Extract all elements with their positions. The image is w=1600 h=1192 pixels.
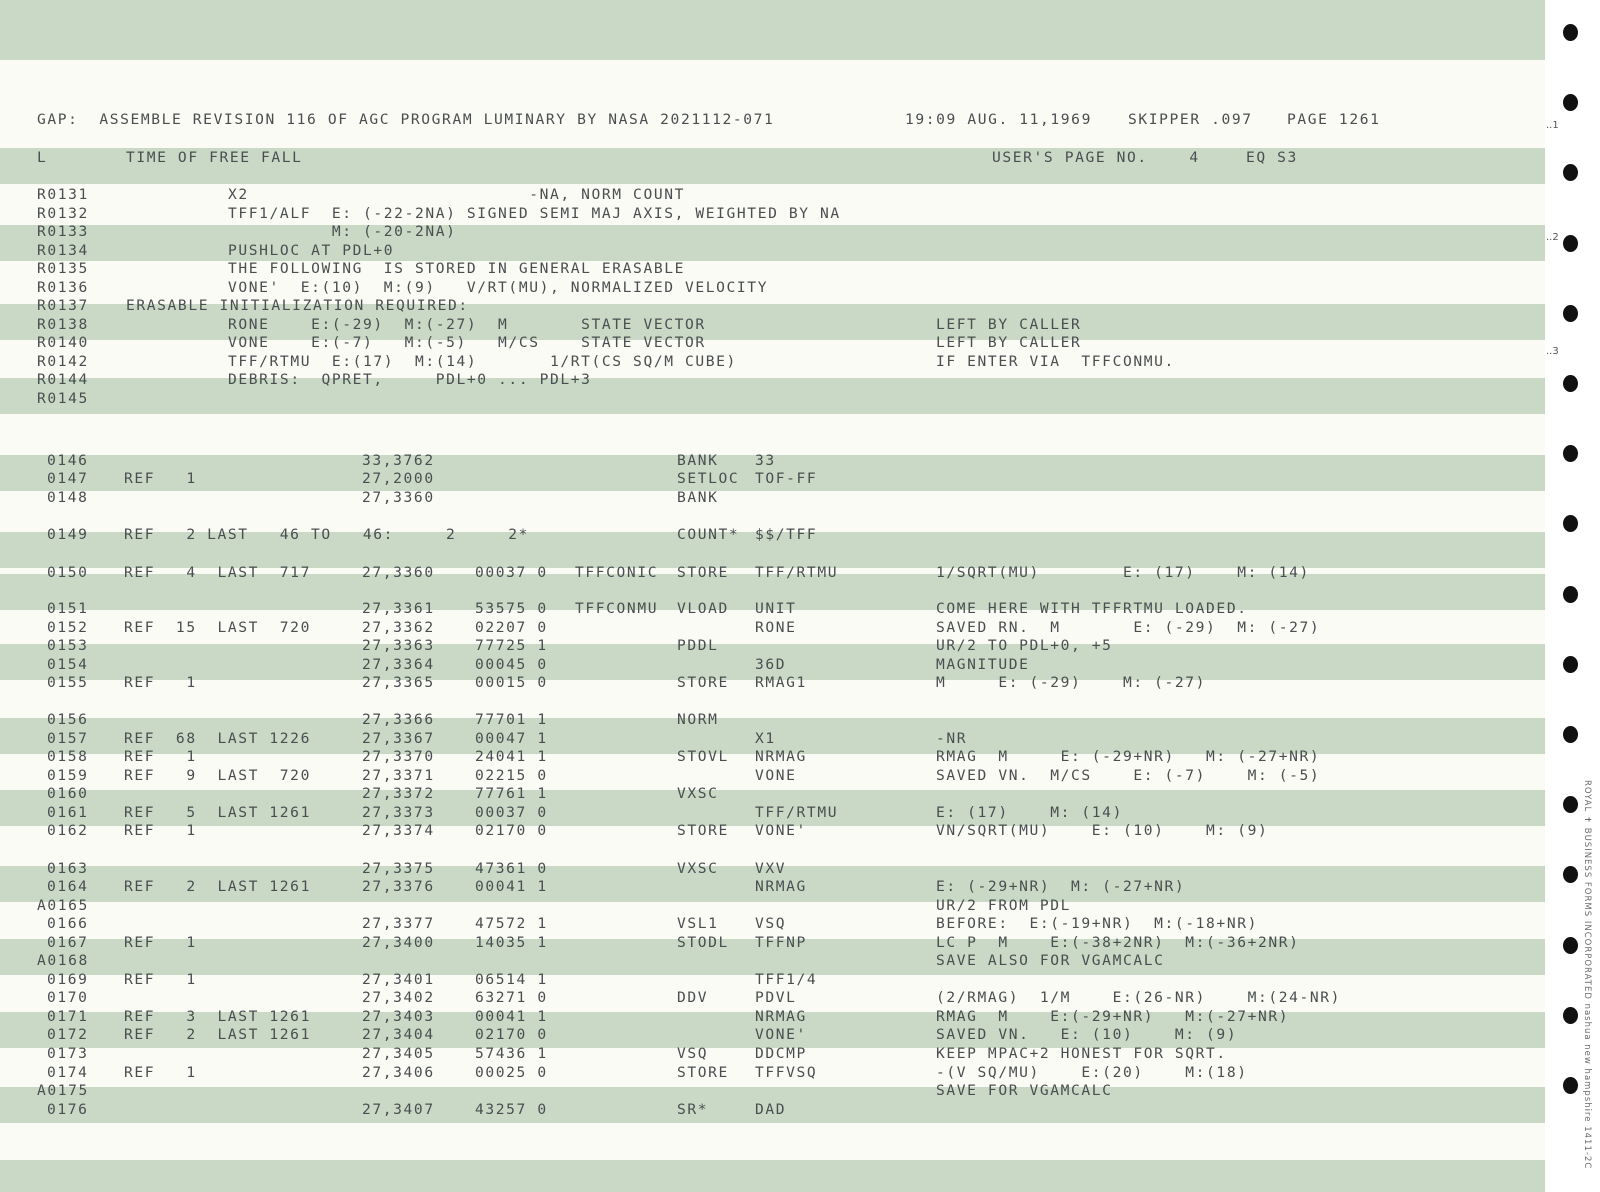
ref-info: REF 9 LAST 720 bbox=[124, 767, 311, 784]
address: 27,3372 bbox=[362, 785, 435, 802]
opcode: STORE bbox=[677, 1064, 729, 1081]
remark-text: TFF/RTMU E:(17) M:(14) 1/RT(CS SQ/M CUBE) bbox=[228, 353, 737, 370]
code-line-number: A0168 bbox=[37, 952, 89, 969]
octal-word: 00015 0 bbox=[475, 674, 548, 691]
octal-word: 47572 1 bbox=[475, 915, 548, 932]
code-label: TFFCONIC bbox=[575, 564, 659, 581]
margin-tick: ..3 bbox=[1546, 346, 1559, 357]
octal-word: 24041 1 bbox=[475, 748, 548, 765]
code-comment: RMAG M E:(-29+NR) M:(-27+NR) bbox=[936, 1008, 1290, 1025]
code-line-number: A0165 bbox=[37, 897, 89, 914]
address: 27,3377 bbox=[362, 915, 435, 932]
address: 27,3406 bbox=[362, 1064, 435, 1081]
octal-word: 77725 1 bbox=[475, 637, 548, 654]
operand: TFF/RTMU bbox=[755, 564, 839, 581]
ref-info: REF 15 LAST 720 bbox=[124, 619, 311, 636]
remark-line-number: R0135 bbox=[37, 260, 89, 277]
listing-title: GAP: ASSEMBLE REVISION 116 OF AGC PROGRAM LUMINARY BY NASA 2021112-071 bbox=[37, 111, 775, 128]
address: 27,3364 bbox=[362, 656, 435, 673]
operand: RMAG1 bbox=[755, 674, 807, 691]
code-line-number: 0155 bbox=[47, 674, 89, 691]
operand: TOF-FF bbox=[755, 470, 818, 487]
code-line-number: 0157 bbox=[47, 730, 89, 747]
code-comment: SAVED RN. M E: (-29) M: (-27) bbox=[936, 619, 1321, 636]
code-line-number: 0148 bbox=[47, 489, 89, 506]
octal-word: 47361 0 bbox=[475, 860, 548, 877]
opcode: STOVL bbox=[677, 748, 729, 765]
operand: TFFVSQ bbox=[755, 1064, 818, 1081]
tractor-hole-icon bbox=[1563, 937, 1578, 954]
operand: VONE bbox=[755, 767, 797, 784]
code-comment: SAVED VN. M/CS E: (-7) M: (-5) bbox=[936, 767, 1321, 784]
octal-word: 63271 0 bbox=[475, 989, 548, 1006]
code-line-number: 0167 bbox=[47, 934, 89, 951]
code-comment: RMAG M E: (-29+NR) M: (-27+NR) bbox=[936, 748, 1321, 765]
code-line-number: 0153 bbox=[47, 637, 89, 654]
tractor-hole-icon bbox=[1563, 656, 1578, 673]
octal-word: 00025 0 bbox=[475, 1064, 548, 1081]
eq-label: EQ S3 bbox=[1246, 149, 1298, 166]
tractor-hole-icon bbox=[1563, 24, 1578, 41]
operand: UNIT bbox=[755, 600, 797, 617]
operand: TFF1/4 bbox=[755, 971, 818, 988]
octal-word: 00041 1 bbox=[475, 1008, 548, 1025]
address: 27,3360 bbox=[362, 489, 435, 506]
greenbar-band bbox=[0, 1160, 1545, 1192]
listing-marker: L bbox=[37, 149, 48, 166]
code-comment: 1/SQRT(MU) E: (17) M: (14) bbox=[936, 564, 1310, 581]
ref-info: REF 1 bbox=[124, 748, 197, 765]
remark-line-number: R0137 bbox=[37, 297, 89, 314]
octal-word: 14035 1 bbox=[475, 934, 548, 951]
code-comment: M E: (-29) M: (-27) bbox=[936, 674, 1207, 691]
tractor-hole-icon bbox=[1563, 305, 1578, 322]
tractor-hole-icon bbox=[1563, 235, 1578, 252]
opcode: NORM bbox=[677, 711, 719, 728]
octal-word: 00045 0 bbox=[475, 656, 548, 673]
address: 27,3370 bbox=[362, 748, 435, 765]
code-line-number: 0172 bbox=[47, 1026, 89, 1043]
opcode: STORE bbox=[677, 564, 729, 581]
code-line-number: 0154 bbox=[47, 656, 89, 673]
operand: NRMAG bbox=[755, 748, 807, 765]
remark-line-number: R0136 bbox=[37, 279, 89, 296]
octal-word: 06514 1 bbox=[475, 971, 548, 988]
address: 27,3375 bbox=[362, 860, 435, 877]
address: 27,2000 bbox=[362, 470, 435, 487]
tractor-hole-icon bbox=[1563, 375, 1578, 392]
operand: VSQ bbox=[755, 915, 787, 932]
address: 27,3363 bbox=[362, 637, 435, 654]
operand: 33 bbox=[755, 452, 776, 469]
code-comment: -(V SQ/MU) E:(20) M:(18) bbox=[936, 1064, 1248, 1081]
page-number: PAGE 1261 bbox=[1287, 111, 1381, 128]
remark-line-number: R0134 bbox=[37, 242, 89, 259]
remark-line-number: R0145 bbox=[37, 390, 89, 407]
address: 27,3361 bbox=[362, 600, 435, 617]
remark-text: M: (-20-2NA) bbox=[228, 223, 457, 240]
users-page-number: USER'S PAGE NO. 4 bbox=[992, 149, 1200, 166]
remark-text: VONE' E:(10) M:(9) V/RT(MU), NORMALIZED VELOCITY bbox=[228, 279, 769, 296]
opcode: PDDL bbox=[677, 637, 719, 654]
operand: RONE bbox=[755, 619, 797, 636]
octal-word: 02170 0 bbox=[475, 1026, 548, 1043]
remark-note: LEFT BY CALLER bbox=[936, 316, 1082, 333]
octal-word: 53575 0 bbox=[475, 600, 548, 617]
ref-info: REF 4 LAST 717 bbox=[124, 564, 311, 581]
remark-line-number: R0133 bbox=[37, 223, 89, 240]
octal-word: 02207 0 bbox=[475, 619, 548, 636]
ref-info: REF 3 LAST 1261 bbox=[124, 1008, 311, 1025]
remark-text: X2 -NA, NORM COUNT bbox=[228, 186, 685, 203]
code-comment: -NR bbox=[936, 730, 968, 747]
remark-note: IF ENTER VIA TFFCONMU. bbox=[936, 353, 1175, 370]
address: 27,3376 bbox=[362, 878, 435, 895]
ref-info: REF 1 bbox=[124, 1064, 197, 1081]
remark-note: LEFT BY CALLER bbox=[936, 334, 1082, 351]
code-comment: COME HERE WITH TFFRTMU LOADED. bbox=[936, 600, 1248, 617]
remark-text: ERASABLE INITIALIZATION REQUIRED: bbox=[126, 297, 469, 314]
code-comment: SAVED VN. E: (10) M: (9) bbox=[936, 1026, 1238, 1043]
code-comment: MAGNITUDE bbox=[936, 656, 1030, 673]
address: 27,3403 bbox=[362, 1008, 435, 1025]
ref-info: REF 5 LAST 1261 bbox=[124, 804, 311, 821]
opcode: VSQ bbox=[677, 1045, 709, 1062]
code-line-number: A0175 bbox=[37, 1082, 89, 1099]
remark-text: RONE E:(-29) M:(-27) M STATE VECTOR bbox=[228, 316, 706, 333]
octal-word: 00037 0 bbox=[475, 564, 548, 581]
address: 27,3366 bbox=[362, 711, 435, 728]
code-comment: LC P M E:(-38+2NR) M:(-36+2NR) bbox=[936, 934, 1300, 951]
octal-word: 00047 1 bbox=[475, 730, 548, 747]
octal-word: 57436 1 bbox=[475, 1045, 548, 1062]
code-line-number: 0163 bbox=[47, 860, 89, 877]
code-line-number: 0149 bbox=[47, 526, 89, 543]
code-line-number: 0169 bbox=[47, 971, 89, 988]
ref-info: REF 1 bbox=[124, 971, 197, 988]
remark-text: TFF1/ALF E: (-22-2NA) SIGNED SEMI MAJ AXIS, WEIGHTED BY NA bbox=[228, 205, 841, 222]
remark-line-number: R0142 bbox=[37, 353, 89, 370]
address: 27,3360 bbox=[362, 564, 435, 581]
ref-info: REF 1 bbox=[124, 822, 197, 839]
operand: VXV bbox=[755, 860, 787, 877]
code-comment: UR/2 TO PDL+0, +5 bbox=[936, 637, 1113, 654]
opcode: BANK bbox=[677, 452, 719, 469]
address: 27,3371 bbox=[362, 767, 435, 784]
ref-info: REF 2 LAST 46 TO 46: 2 2* bbox=[124, 526, 530, 543]
opcode: STORE bbox=[677, 822, 729, 839]
greenbar-band bbox=[0, 0, 1545, 60]
opcode: DDV bbox=[677, 989, 709, 1006]
code-comment: BEFORE: E:(-19+NR) M:(-18+NR) bbox=[936, 915, 1258, 932]
address: 27,3362 bbox=[362, 619, 435, 636]
opcode: STORE bbox=[677, 674, 729, 691]
code-line-number: 0174 bbox=[47, 1064, 89, 1081]
code-line-number: 0164 bbox=[47, 878, 89, 895]
code-line-number: 0159 bbox=[47, 767, 89, 784]
ref-info: REF 2 LAST 1261 bbox=[124, 1026, 311, 1043]
code-line-number: 0162 bbox=[47, 822, 89, 839]
remark-text: PUSHLOC AT PDL+0 bbox=[228, 242, 395, 259]
address: 27,3405 bbox=[362, 1045, 435, 1062]
operand: VONE' bbox=[755, 1026, 807, 1043]
code-line-number: 0152 bbox=[47, 619, 89, 636]
code-comment: SAVE ALSO FOR VGAMCALC bbox=[936, 952, 1165, 969]
remark-line-number: R0144 bbox=[37, 371, 89, 388]
octal-word: 43257 0 bbox=[475, 1101, 548, 1118]
remark-text: THE FOLLOWING IS STORED IN GENERAL ERASABLE bbox=[228, 260, 685, 277]
operand: NRMAG bbox=[755, 878, 807, 895]
octal-word: 00041 1 bbox=[475, 878, 548, 895]
tractor-hole-icon bbox=[1563, 586, 1578, 603]
operand: NRMAG bbox=[755, 1008, 807, 1025]
address: 27,3373 bbox=[362, 804, 435, 821]
opcode: VXSC bbox=[677, 860, 719, 877]
remark-line-number: R0131 bbox=[37, 186, 89, 203]
code-line-number: 0170 bbox=[47, 989, 89, 1006]
code-comment: E: (17) M: (14) bbox=[936, 804, 1123, 821]
operand: VONE' bbox=[755, 822, 807, 839]
code-line-number: 0161 bbox=[47, 804, 89, 821]
ref-info: REF 2 LAST 1261 bbox=[124, 878, 311, 895]
code-line-number: 0146 bbox=[47, 452, 89, 469]
opcode: SETLOC bbox=[677, 470, 740, 487]
address: 27,3407 bbox=[362, 1101, 435, 1118]
operand: TFFNP bbox=[755, 934, 807, 951]
section-subtitle: TIME OF FREE FALL bbox=[126, 149, 303, 166]
operand: TFF/RTMU bbox=[755, 804, 839, 821]
opcode: STODL bbox=[677, 934, 729, 951]
remark-text: DEBRIS: QPRET, PDL+0 ... PDL+3 bbox=[228, 371, 592, 388]
operand: $$/TFF bbox=[755, 526, 818, 543]
code-line-number: 0176 bbox=[47, 1101, 89, 1118]
octal-word: 02170 0 bbox=[475, 822, 548, 839]
code-line-number: 0151 bbox=[47, 600, 89, 617]
tractor-hole-icon bbox=[1563, 1007, 1578, 1024]
code-line-number: 0160 bbox=[47, 785, 89, 802]
code-comment: KEEP MPAC+2 HONEST FOR SQRT. bbox=[936, 1045, 1227, 1062]
code-comment: (2/RMAG) 1/M E:(26-NR) M:(24-NR) bbox=[936, 989, 1342, 1006]
code-label: TFFCONMU bbox=[575, 600, 659, 617]
operand: DDCMP bbox=[755, 1045, 807, 1062]
address: 27,3367 bbox=[362, 730, 435, 747]
opcode: SR* bbox=[677, 1101, 709, 1118]
form-imprint: ROYAL ✝ BUSINESS FORMS INCORPORATED nashua new hampshire 1411-2C bbox=[1582, 780, 1592, 1170]
address: 27,3404 bbox=[362, 1026, 435, 1043]
operand: X1 bbox=[755, 730, 776, 747]
octal-word: 77761 1 bbox=[475, 785, 548, 802]
remark-text: VONE E:(-7) M:(-5) M/CS STATE VECTOR bbox=[228, 334, 706, 351]
margin-tick: ..1 bbox=[1546, 120, 1559, 131]
code-line-number: 0166 bbox=[47, 915, 89, 932]
code-comment: VN/SQRT(MU) E: (10) M: (9) bbox=[936, 822, 1269, 839]
octal-word: 77701 1 bbox=[475, 711, 548, 728]
code-line-number: 0147 bbox=[47, 470, 89, 487]
opcode: COUNT* bbox=[677, 526, 740, 543]
code-line-number: 0173 bbox=[47, 1045, 89, 1062]
remark-line-number: R0140 bbox=[37, 334, 89, 351]
code-line-number: 0171 bbox=[47, 1008, 89, 1025]
address: 27,3374 bbox=[362, 822, 435, 839]
ref-info: REF 1 bbox=[124, 470, 197, 487]
octal-word: 02215 0 bbox=[475, 767, 548, 784]
opcode: VXSC bbox=[677, 785, 719, 802]
operand: PDVL bbox=[755, 989, 797, 1006]
operand: 36D bbox=[755, 656, 787, 673]
opcode: BANK bbox=[677, 489, 719, 506]
octal-word: 00037 0 bbox=[475, 804, 548, 821]
ref-info: REF 1 bbox=[124, 674, 197, 691]
skipper-label: SKIPPER .097 bbox=[1128, 111, 1253, 128]
code-comment: UR/2 FROM PDL bbox=[936, 897, 1072, 914]
ref-info: REF 68 LAST 1226 bbox=[124, 730, 311, 747]
opcode: VLOAD bbox=[677, 600, 729, 617]
code-comment: SAVE FOR VGAMCALC bbox=[936, 1082, 1113, 1099]
ref-info: REF 1 bbox=[124, 934, 197, 951]
address: 27,3402 bbox=[362, 989, 435, 1006]
listing-datetime: 19:09 AUG. 11,1969 bbox=[905, 111, 1092, 128]
address: 27,3365 bbox=[362, 674, 435, 691]
tractor-hole-icon bbox=[1563, 726, 1578, 743]
code-comment: E: (-29+NR) M: (-27+NR) bbox=[936, 878, 1186, 895]
opcode: VSL1 bbox=[677, 915, 719, 932]
margin-tick: ..2 bbox=[1546, 232, 1559, 243]
address: 27,3400 bbox=[362, 934, 435, 951]
code-line-number: 0150 bbox=[47, 564, 89, 581]
remark-line-number: R0138 bbox=[37, 316, 89, 333]
address: 33,3762 bbox=[362, 452, 435, 469]
code-line-number: 0156 bbox=[47, 711, 89, 728]
tractor-hole-icon bbox=[1563, 1077, 1578, 1094]
code-line-number: 0158 bbox=[47, 748, 89, 765]
operand: DAD bbox=[755, 1101, 787, 1118]
address: 27,3401 bbox=[362, 971, 435, 988]
remark-line-number: R0132 bbox=[37, 205, 89, 222]
